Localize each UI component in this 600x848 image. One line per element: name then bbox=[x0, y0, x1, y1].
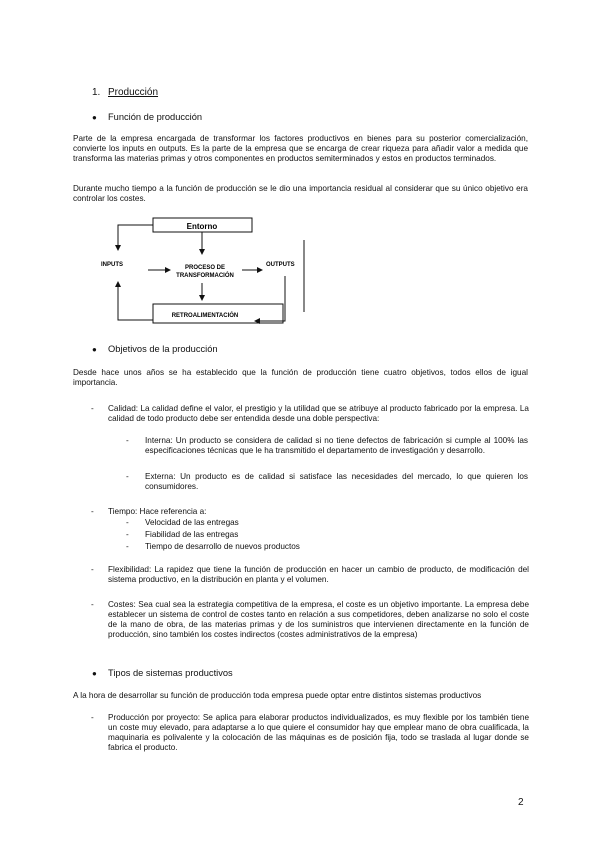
proceso-label-2: TRANSFORMACIÓN bbox=[176, 273, 234, 279]
costes-text: Costes: Sea cual sea la estrategia competitiva de la empresa, el coste es un objetivo importante. La empresa debe establecer un sistema de control de costes tanto en relación a sus competidores, deben analizarse no solo el coste de la mano de obra, de las materias primas y de los suministros que intervienen directamente en la función de producción, sino también los costes indirectos (costes administrativos de la empresa) bbox=[108, 600, 529, 639]
production-diagram bbox=[90, 214, 320, 326]
page-number: 2 bbox=[518, 797, 524, 808]
tipos-intro: A la hora de desarrollar su función de producción toda empresa puede optar entre distintos sistemas productivos bbox=[73, 691, 482, 700]
desarrollo-text: Tiempo de desarrollo de nuevos productos bbox=[145, 542, 300, 551]
dash-marker: - bbox=[126, 436, 129, 445]
entorno-label: Entorno bbox=[186, 222, 218, 231]
section-heading bbox=[92, 87, 158, 98]
subheading-funcion bbox=[92, 112, 202, 122]
inputs-label: INPUTS bbox=[101, 262, 124, 268]
dash-marker: - bbox=[91, 507, 94, 516]
subheading-text: Objetivos de la producción bbox=[108, 344, 218, 354]
subheading-text: Tipos de sistemas productivos bbox=[108, 668, 233, 678]
externa-text: Externa: Un producto es de calidad si satisface las necesidades del mercado, lo que quieren los consumidores. bbox=[145, 472, 528, 491]
dash-marker: - bbox=[91, 404, 94, 413]
bullet-icon: ● bbox=[92, 345, 97, 354]
calidad-text: Calidad: La calidad define el valor, el prestigio y la utilidad que se atribuye al producto fabricado por la empresa. La calidad de todo producto debe ser entendida desde una doble perspectiva: bbox=[108, 404, 529, 423]
arrow-entorno-inputs bbox=[118, 225, 153, 250]
bullet-icon: ● bbox=[92, 113, 97, 122]
sub-item-externa bbox=[126, 472, 528, 492]
fiabilidad-text: Fiabilidad de las entregas bbox=[145, 530, 239, 539]
dash-marker: - bbox=[91, 713, 94, 722]
section-number: 1. bbox=[92, 87, 101, 98]
list-item-costes bbox=[91, 600, 529, 640]
velocidad-text: Velocidad de las entregas bbox=[145, 518, 239, 527]
interna-text: Interna: Un producto se considera de calidad si no tiene defectos de fabricación si cumple al 100% las especificaciones técnicas que le ha transmitido el departamento de investigación y desarrollo. bbox=[145, 436, 528, 455]
outputs-label: OUTPUTS bbox=[266, 262, 295, 268]
list-item-tiempo bbox=[91, 507, 529, 517]
dash-marker: - bbox=[126, 530, 129, 539]
bullet-icon: ● bbox=[92, 669, 97, 678]
sub-item-velocidad bbox=[126, 518, 446, 528]
dash-marker: - bbox=[126, 472, 129, 481]
section-title: Producción bbox=[108, 87, 159, 98]
intro-paragraph-2: Durante mucho tiempo a la función de producción se le dio una importancia residual al considerar que su único objetivo era controlar los costes. bbox=[73, 184, 528, 203]
subheading-tipos bbox=[92, 668, 233, 678]
retro-label: RETROALIMENTACIÓN bbox=[171, 313, 239, 319]
proyecto-text: Producción por proyecto: Se aplica para elaborar productos individualizados, es muy flexible por los también tiene un coste muy elevado, para adaptarse a lo que quiere el consumidor hay que emplear mano de obra cualificada, la maquinaria es polivalente y la colocación de las máquinas es de posición fija, todo se traslada al lugar donde se fabrica el producto. bbox=[108, 713, 529, 752]
list-item-proyecto bbox=[91, 713, 529, 753]
dash-marker: - bbox=[126, 518, 129, 527]
subheading-text: Función de producción bbox=[108, 112, 203, 122]
intro-paragraph: Parte de la empresa encargada de transformar los factores productivos en bienes para su posterior comercialización, convierte los inputs en outputs. Es la parte de la empresa que se encarga de crear riqueza para añadir valor a medida que transforma las materias primas y otros componentes en productos semiterminados y estos en productos terminados. bbox=[73, 134, 528, 163]
proceso-label-1: PROCESO DE bbox=[184, 265, 226, 271]
flexibilidad-text: Flexibilidad: La rapidez que tiene la función de producción en hacer un cambio de producto, de modificación del sistema productivo, en la distribución en planta y el volumen. bbox=[108, 565, 529, 584]
sub-item-fiabilidad bbox=[126, 530, 446, 540]
dash-marker: - bbox=[126, 542, 129, 551]
list-item-flexibilidad bbox=[91, 565, 529, 585]
list-item-calidad bbox=[91, 404, 529, 424]
sub-item-interna bbox=[126, 436, 528, 456]
sub-item-desarrollo bbox=[126, 542, 446, 552]
arrow-retro-inputs bbox=[118, 282, 153, 320]
dash-marker: - bbox=[91, 565, 94, 574]
objetivos-intro: Desde hace unos años se ha establecido que la función de producción tiene cuatro objetivos, todos ellos de igual importancia. bbox=[73, 368, 528, 387]
subheading-objetivos bbox=[92, 344, 218, 354]
tiempo-text: Tiempo: Hace referencia a: bbox=[108, 507, 207, 516]
dash-marker: - bbox=[91, 600, 94, 609]
